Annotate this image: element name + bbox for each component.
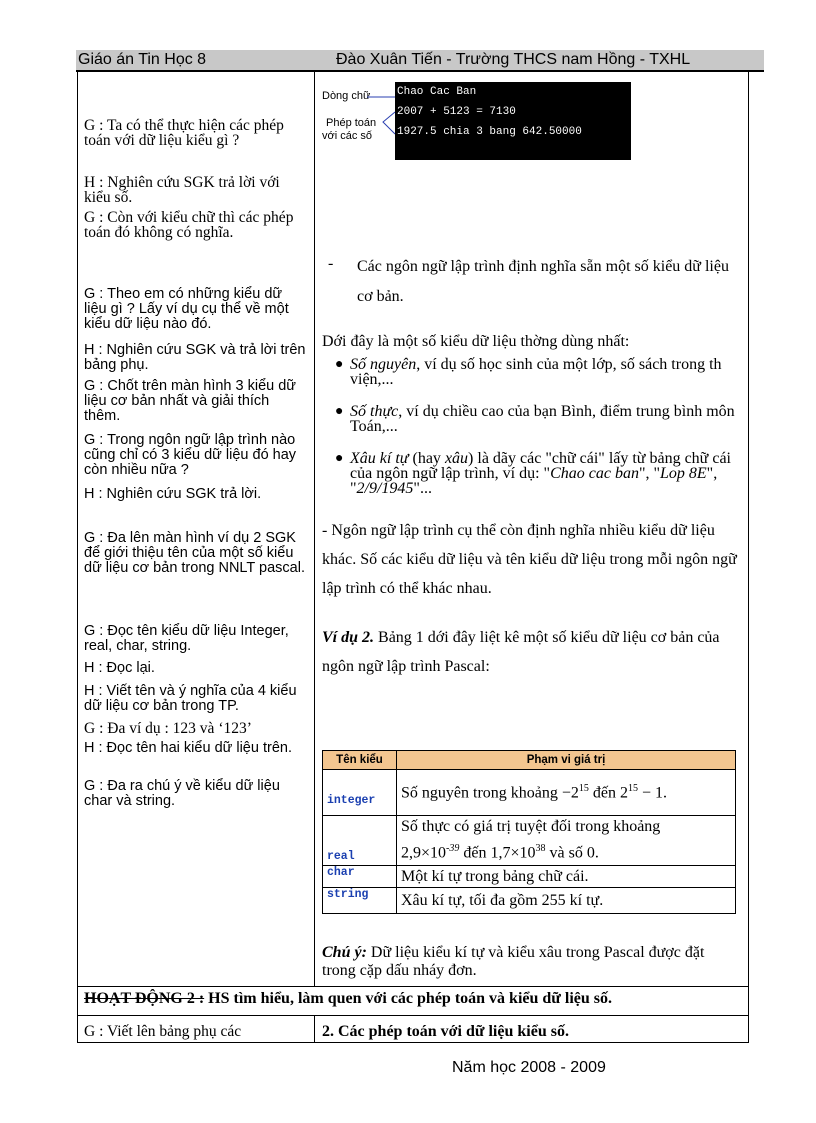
table-row <box>323 888 736 914</box>
dash-marker: - <box>328 255 334 272</box>
table-row <box>323 770 736 816</box>
pascal-types-table <box>322 750 736 914</box>
bullet-icon: ● <box>335 357 344 372</box>
console-line-1: Chao Cac Ban <box>397 86 477 98</box>
console-line-2: 2007 + 5123 = 7130 <box>397 106 516 118</box>
left-para-1: G : Ta có thể thực hiện các phép toán với dữ liệu kiểu gì ? <box>84 117 284 149</box>
column-divider-bottom <box>314 1015 315 1042</box>
types-list <box>322 357 742 496</box>
bullet-icon: ● <box>335 404 344 419</box>
table-row <box>323 816 736 866</box>
range-string: Xâu kí tự, tối đa gồm 255 kí tự. <box>397 888 736 914</box>
type-integer: integer <box>323 770 397 816</box>
type-real: real <box>323 816 397 866</box>
left-para-9: G : Đa lên màn hình ví dụ 2 SGK để giới thiệu tên của một số kiểu dữ liệu cơ bản trong NNLT pascal. <box>84 530 305 576</box>
left-para-3: G : Còn với kiểu chữ thì các phép toán đó không có nghĩa. <box>84 209 294 241</box>
left-para-2: H : Nghiên cứu SGK trả lời với kiểu số. <box>84 174 280 206</box>
caption-connector-lines <box>365 90 397 142</box>
pascal-note: Chú ý: Dữ liệu kiểu kí tự và kiểu xâu trong Pascal được đặt trong cặp dấu nháy đơn. <box>322 944 705 979</box>
page-footer: Năm học 2008 - 2009 <box>452 1059 606 1076</box>
example-para: Ví dụ 2. Bảng 1 dới đây liệt kê một số kiểu dữ liệu cơ bản của ngôn ngữ lập trình Pascal: <box>322 629 720 675</box>
left-para-7: G : Trong ngôn ngữ lập trình nào cũng chỉ có 3 kiểu dữ liệu đó hay còn nhiều nữa ? <box>84 432 297 478</box>
list-item: ● Số thực, ví dụ chiều cao của bạn Bình, điểm trung bình môn Toán,... <box>335 403 735 435</box>
list-item: ● Xâu kí tự (hay xâu) là dãy các "chữ cái" lấy từ bảng chữ cái của ngôn ngữ lập trình, ví dụ: "Chao cac ban", "Lop 8E", "2/9/1945"... <box>335 450 731 497</box>
left-para-8: H : Nghiên cứu SGK trả lời. <box>84 486 262 502</box>
range-integer: Số nguyên trong khoảng $-2^{15}$ đến $2^{15} - 1$. <box>397 770 736 816</box>
left-para-13: G : Đa ví dụ : 123 và ‘123’ <box>84 720 252 737</box>
page-header <box>76 50 764 72</box>
console-output <box>395 82 631 160</box>
table-row <box>323 866 736 888</box>
activity-top-rule <box>77 986 749 987</box>
left-para-16: G : Viết lên bảng phụ các <box>84 1023 242 1040</box>
left-para-12: H : Viết tên và ý nghĩa của 4 kiểu dữ liệu cơ bản trong TP. <box>84 683 297 714</box>
type-char: char <box>323 866 397 888</box>
left-para-15: G : Đa ra chú ý về kiểu dữ liệu char và string. <box>84 778 280 809</box>
header-type-name: Tên kiểu <box>323 751 397 770</box>
bullet-icon: ● <box>335 451 344 466</box>
left-para-14: H : Đọc tên hai kiểu dữ liệu trên. <box>84 740 292 756</box>
left-para-4: G : Theo em có những kiểu dữ liệu gì ? Lấy ví dụ cụ thể về một kiểu dữ liệu nào đó. <box>84 286 289 332</box>
list-item: ● Số nguyên, ví dụ số học sinh của một lớp, số sách trong th viện,... <box>335 356 722 388</box>
caption-ops-1: Phép toán <box>326 117 377 129</box>
section-2-title: 2. Các phép toán với dữ liệu kiểu số. <box>322 1023 569 1040</box>
caption-string: Dòng chữ <box>322 90 371 102</box>
console-line-3: 1927.5 chia 3 bang 642.50000 <box>397 126 582 138</box>
table-border-left <box>77 72 78 1042</box>
header-author: Đào Xuân Tiến - Trường THCS nam Hồng - TXHL <box>336 51 691 68</box>
table-border-right <box>748 72 749 1042</box>
activity-bottom-rule <box>77 1015 749 1016</box>
range-real: Số thực có giá trị tuyệt đối trong khoảng $2,9\times 10^{-39}$ đến $1,7\times 10^{38}$ và số 0. <box>397 816 736 866</box>
types-note-para: - Ngôn ngữ lập trình cụ thể còn định nghĩa nhiều kiểu dữ liệu khác. Số các kiểu dữ liệu và tên kiểu dữ liệu trong mỗi ngôn ngữ lập trình có thể khác nhau. <box>322 522 737 597</box>
activity-heading: HOẠT ĐỘNG 2 : HS tìm hiểu, làm quen với các phép toán và kiểu dữ liệu số. <box>84 990 613 1007</box>
header-range: Phạm vi giá trị <box>397 751 736 770</box>
left-para-10: G : Đọc tên kiểu dữ liệu Integer, real, char, string. <box>84 623 289 654</box>
left-para-11: H : Đọc lại. <box>84 660 155 676</box>
range-char: Một kí tự trong bảng chữ cái. <box>397 866 736 888</box>
table-header-row <box>323 751 736 770</box>
left-para-5: H : Nghiên cứu SGK và trả lời trên bảng phụ. <box>84 342 306 373</box>
column-divider <box>314 72 315 986</box>
table-border-bottom <box>77 1042 749 1043</box>
header-subject: Giáo án Tin Học 8 <box>78 51 207 68</box>
caption-ops-2: với các số <box>322 130 373 142</box>
types-intro: Dới đây là một số kiểu dữ liệu thờng dùng nhất: <box>322 333 630 350</box>
left-para-6: G : Chốt trên màn hình 3 kiểu dữ liệu cơ bản nhất và giải thích thêm. <box>84 378 297 424</box>
type-string: string <box>323 888 397 914</box>
dash-item: Các ngôn ngữ lập trình định nghĩa sẵn một số kiểu dữ liệu cơ bản. <box>357 258 729 305</box>
